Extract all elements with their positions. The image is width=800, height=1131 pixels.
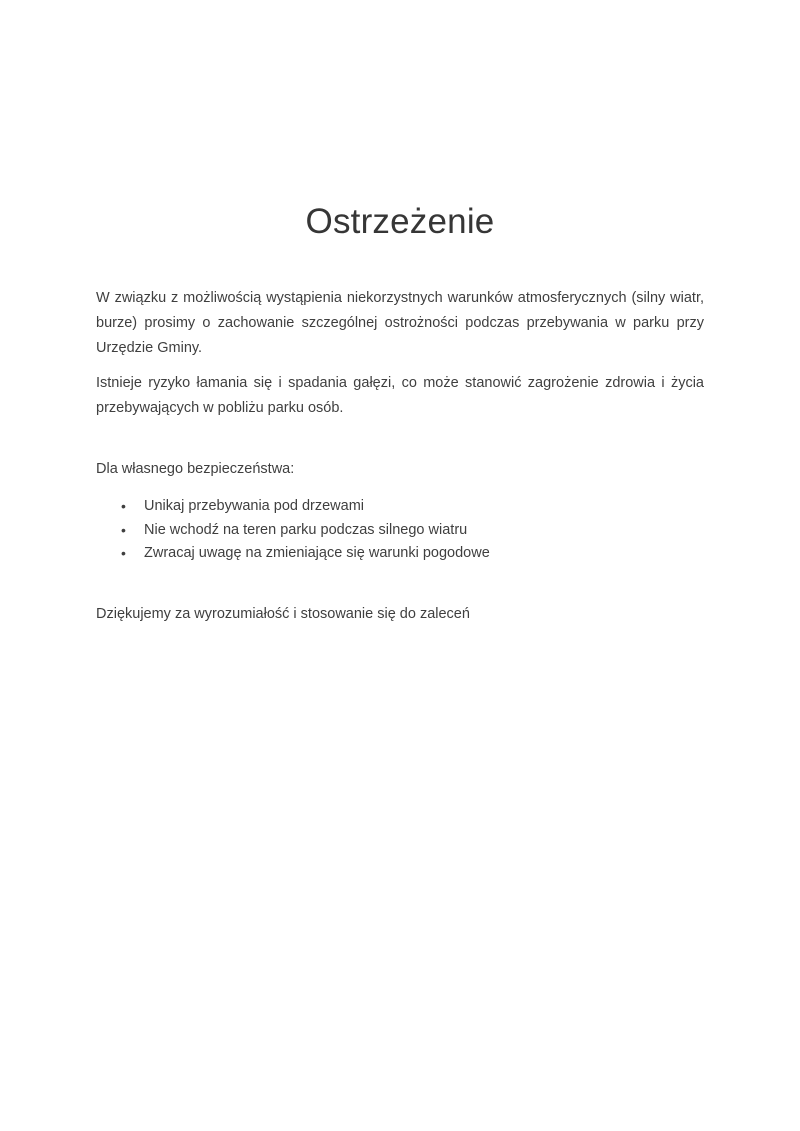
closing-line: Dziękujemy za wyrozumiałość i stosowanie się do zaleceń: [96, 605, 470, 622]
paragraph-line: W związku z możliwością wystąpienia niekorzystnych warunków atmosferycznych (silny wiatr,: [96, 290, 704, 306]
bullet-icon: •: [121, 545, 126, 561]
list-item: [121, 495, 704, 519]
paragraph-warning: [96, 286, 704, 361]
list-item: [121, 519, 704, 543]
paragraph-line: Urzędzie Gminy.: [96, 340, 203, 356]
list-item-label: Nie wchodź na teren parku podczas silnego wiatru: [144, 521, 468, 538]
safety-bullet-list: [96, 495, 704, 566]
paragraph-line: burze) prosimy o zachowanie szczególnej ostrożności podczas przebywania w parku przy: [96, 315, 704, 331]
bullet-icon: •: [121, 498, 126, 514]
bullet-icon: •: [121, 521, 126, 538]
paragraph-line: Istnieje ryzyko łamania się i spadania gałęzi, co może stanowić zagrożenie zdrowia i życia: [96, 375, 704, 391]
section-label-safety: Dla własnego bezpieczeństwa:: [96, 461, 295, 477]
paragraph-line: przebywających w pobliżu parku osób.: [96, 400, 344, 416]
paragraph-risk: [96, 371, 704, 421]
list-item: [121, 542, 704, 566]
list-item-label: Zwracaj uwagę na zmieniające się warunki pogodowe: [144, 545, 490, 561]
document-title: Ostrzeżenie: [305, 202, 495, 241]
list-item-label: Unikaj przebywania pod drzewami: [144, 498, 365, 514]
